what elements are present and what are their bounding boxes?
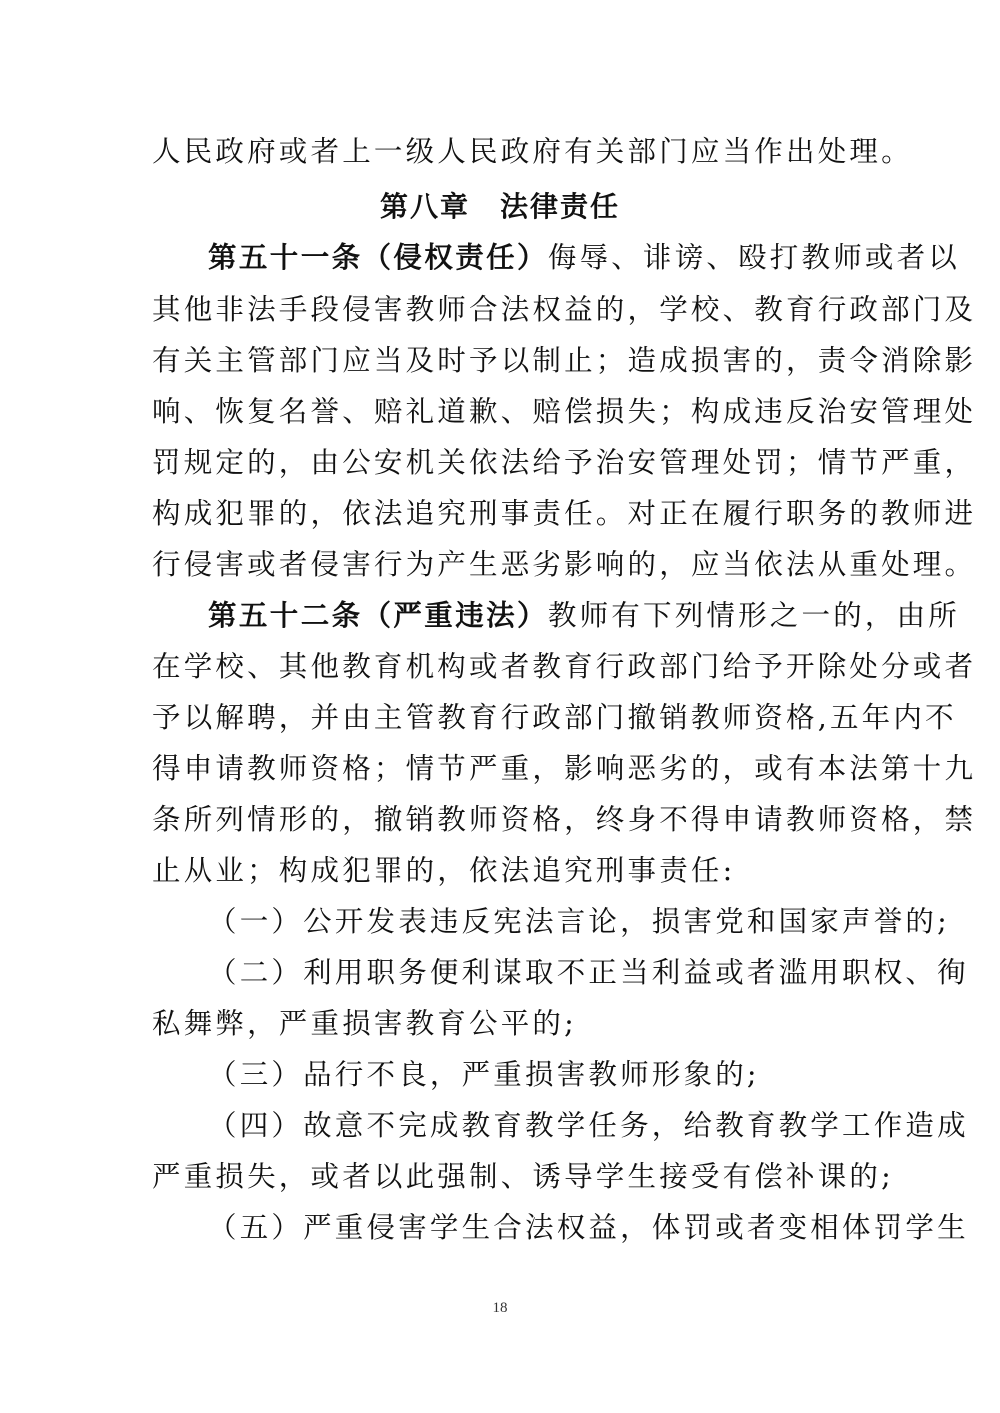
page-number: 18	[492, 1300, 508, 1316]
article-52-first-line	[208, 596, 961, 636]
paragraph-line: 响、恢复名誉、赔礼道歉、赔偿损失；构成违反治安管理处	[152, 395, 977, 428]
paragraph-line: 人民政府或者上一级人民政府有关部门应当作出处理。	[152, 135, 913, 168]
paragraph-line: 罚规定的，由公安机关依法给予治安管理处罚；情节严重，	[152, 446, 977, 479]
paragraph-line: 行侵害或者侵害行为产生恶劣影响的，应当依法从重处理。	[152, 548, 977, 581]
paragraph-line: 构成犯罪的，依法追究刑事责任。对正在履行职务的教师进	[152, 497, 977, 530]
chapter-heading: 第八章 法律责任	[379, 190, 620, 223]
article-52-text: 教师有下列情形之一的，由所	[547, 599, 961, 632]
list-item-2: （二）利用职务便利谋取不正当利益或者滥用职权、徇	[208, 956, 969, 989]
list-item-4: （四）故意不完成教育教学任务，给教育教学工作造成	[208, 1109, 969, 1142]
paragraph-line: 在学校、其他教育机构或者教育行政部门给予开除处分或者	[152, 650, 977, 683]
list-item-3: （三）品行不良，严重损害教师形象的;	[208, 1058, 760, 1091]
article-51-text: 侮辱、诽谤、殴打教师或者以	[547, 241, 961, 274]
paragraph-line: 予以解聘，并由主管教育行政部门撤销教师资格,五年内不	[152, 701, 957, 734]
list-item-1: （一）公开发表违反宪法言论，损害党和国家声誉的;	[208, 905, 950, 938]
paragraph-line: 得申请教师资格；情节严重，影响恶劣的，或有本法第十九	[152, 752, 977, 785]
paragraph-line: 有关主管部门应当及时予以制止；造成损害的，责令消除影	[152, 344, 977, 377]
article-51-title: 第五十一条（侵权责任）	[208, 241, 548, 274]
paragraph-line: 条所列情形的，撤销教师资格，终身不得申请教师资格，禁	[152, 803, 977, 836]
list-item-5: （五）严重侵害学生合法权益，体罚或者变相体罚学生	[208, 1211, 969, 1244]
article-51-first-line	[208, 238, 961, 278]
paragraph-line: 止从业；构成犯罪的，依法追究刑事责任:	[152, 854, 736, 887]
paragraph-line: 其他非法手段侵害教师合法权益的，学校、教育行政部门及	[152, 293, 977, 326]
list-item-2-continued: 私舞弊，严重损害教育公平的;	[152, 1007, 577, 1040]
list-item-4-continued: 严重损失，或者以此强制、诱导学生接受有偿补课的;	[152, 1160, 894, 1193]
article-52-title: 第五十二条（严重违法）	[208, 599, 548, 632]
